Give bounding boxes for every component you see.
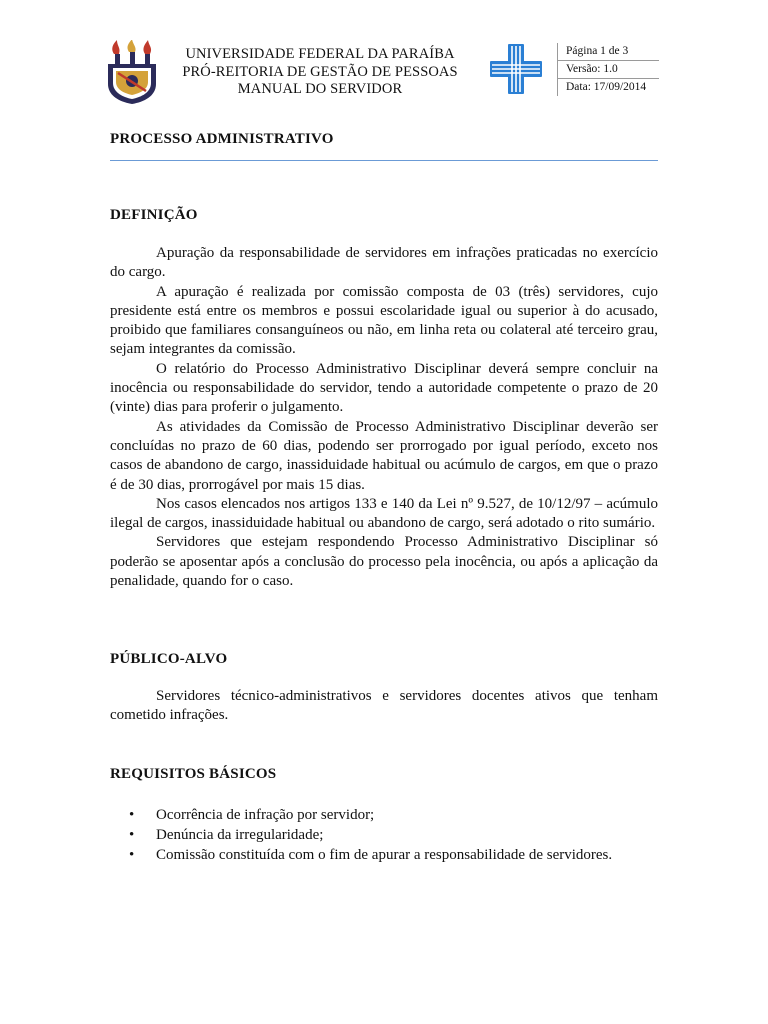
page-indicator: Página 1 de 3: [557, 43, 659, 60]
document-meta: [557, 43, 659, 96]
section-heading-requisitos: REQUISITOS BÁSICOS: [110, 766, 277, 782]
paragraph: O relatório do Processo Administrativo Disciplinar deverá sempre concluir na inocência ou responsabilidade do servidor, tendo a autoridade competente o prazo de 20 (vinte) dias para proferir o julgamento.: [110, 360, 658, 416]
section-heading-publico-alvo: PÚBLICO-ALVO: [110, 651, 228, 667]
paragraph: A apuração é realizada por comissão composta de 03 (três) servidores, cujo presidente está entre os membros e possui escolaridade igual ou superior à do acusado, proibido que familiares consanguíneos ou não, em linha reta ou colateral até terceiro grau, sejam integrantes da comissão.: [110, 283, 658, 358]
list-item: [110, 805, 658, 825]
institution-header: [170, 46, 470, 99]
paragraph: Servidores que estejam respondendo Processo Administrativo Disciplinar só poderão se aposentar após a conclusão do processo pela inocência, ou após a aplicação da penalidade, quando for o caso.: [110, 534, 658, 590]
bullet-icon: •: [129, 807, 135, 823]
title-divider: [110, 160, 658, 161]
manual-name: MANUAL DO SERVIDOR: [237, 81, 403, 97]
paragraph: Servidores técnico-administrativos e servidores docentes ativos que tenham cometido infrações.: [110, 688, 658, 724]
paragraph: Apuração da responsabilidade de servidores em infrações praticadas no exercício do cargo.: [110, 245, 658, 281]
progep-logo-icon: [486, 44, 546, 94]
bullet-icon: •: [129, 827, 135, 843]
list-item: [110, 825, 658, 845]
requirements-list: [110, 805, 658, 865]
definicao-body: [110, 244, 658, 591]
list-item-text: Ocorrência de infração por servidor;: [156, 807, 375, 823]
date-label: Data: 17/09/2014: [557, 78, 659, 96]
paragraph: Nos casos elencados nos artigos 133 e 140 da Lei nº 9.527, de 10/12/97 – acúmulo ilegal de cargos, inassiduidade habitual ou abandono de cargo, será adotado o rito sumário.: [110, 495, 658, 532]
list-item: [110, 845, 658, 865]
paragraph: As atividades da Comissão de Processo Administrativo Disciplinar deverão ser concluídas no prazo de 60 dias, podendo ser prorrogado por igual período, exceto nos casos de abandono de cargo, inassiduidade habitual ou acúmulo de cargos, em que o prazo é de 30 dias, prorrogável por mais 15 dias.: [110, 418, 658, 493]
page-title: PROCESSO ADMINISTRATIVO: [110, 131, 334, 147]
institution-name: UNIVERSIDADE FEDERAL DA PARAÍBA: [185, 46, 455, 62]
department-name: PRÓ-REITORIA DE GESTÃO DE PESSOAS: [182, 63, 458, 80]
university-crest-icon: [104, 40, 160, 104]
list-item-text: Denúncia da irregularidade;: [156, 827, 324, 843]
section-heading-definicao: DEFINIÇÃO: [110, 207, 198, 223]
publico-alvo-body: [110, 687, 658, 726]
bullet-icon: •: [129, 847, 135, 863]
version-label: Versão: 1.0: [557, 60, 659, 78]
list-item-text: Comissão constituída com o fim de apurar a responsabilidade de servidores.: [156, 847, 613, 863]
